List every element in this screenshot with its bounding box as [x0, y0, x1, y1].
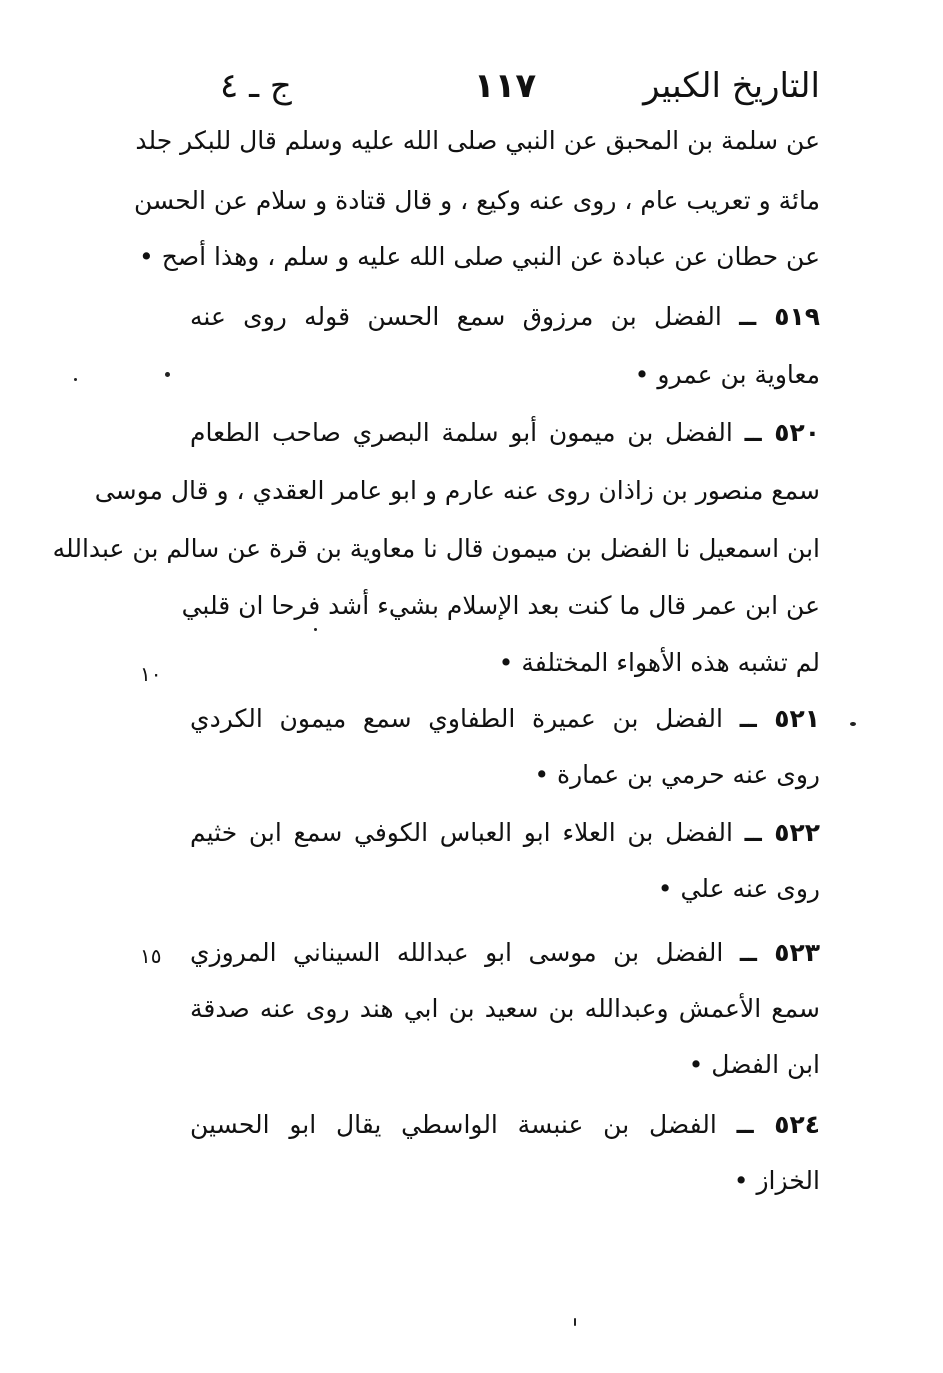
book-title: التاريخ الكبير [643, 66, 820, 106]
text-line: سمع الأعمش وعبدالله بن سعيد بن ابي هند روى عنه صدقة [190, 994, 820, 1023]
scan-speck [850, 722, 856, 726]
volume-label: ج ـ ٤ [220, 66, 292, 106]
entry-519 [190, 292, 820, 342]
entry-text: الفضل بن موسى ابو عبدالله السيناني المروزي [190, 938, 724, 967]
entry-522 [190, 808, 820, 858]
margin-line-number: ١٥ [140, 944, 162, 968]
entry-text: الفضل بن مرزوق سمع الحسن قوله روى عنه [190, 302, 722, 331]
entry-524 [190, 1100, 820, 1150]
text-line: روى عنه حرمي بن عمارة • [534, 760, 820, 789]
page-header [190, 58, 820, 114]
scan-speck [574, 1318, 576, 1326]
entry-521 [190, 694, 820, 744]
margin-line-number: ١٠ [140, 662, 162, 686]
text-line: ابن الفضل • [688, 1050, 820, 1079]
entry-text: الفضل بن عميرة الطفاوي سمع ميمون الكردي [190, 704, 723, 733]
text-line: معاوية بن عمرو • [634, 360, 820, 389]
scan-speck [74, 378, 77, 381]
text-line: روى عنه علي • [657, 874, 820, 903]
scan-speck [165, 372, 170, 377]
text-line: عن ابن عمر قال ما كنت بعد الإسلام بشيء أشد فرحا ان قلبي [181, 591, 820, 620]
entry-text: الفضل بن عنبسة الواسطي يقال ابو الحسين [190, 1110, 717, 1139]
text-line: ابن اسمعيل نا الفضل بن ميمون قال نا معاوية بن قرة عن سالم بن عبدالله [52, 534, 820, 563]
entry-number: ٥٢٠ ــ [744, 418, 821, 447]
entry-number: ٥٢٣ ــ [739, 938, 820, 967]
text-line: سمع منصور بن زاذان روى عنه عارم و ابو عامر العقدي ، و قال موسى [94, 476, 820, 505]
text-line: الخزاز • [733, 1166, 820, 1195]
entry-number: ٥٢٢ ــ [744, 818, 821, 847]
text-line: عن حطان عن عبادة عن النبي صلى الله عليه و سلم ، وهذا أصح • [139, 242, 820, 271]
entry-523 [190, 928, 820, 978]
entry-520 [190, 408, 820, 458]
entry-number: ٥٢٤ ــ [736, 1110, 820, 1139]
page-number: ١١٧ [473, 66, 537, 106]
scan-speck [314, 628, 317, 631]
entry-text: الفضل بن ميمون أبو سلمة البصري صاحب الطعام [190, 418, 733, 447]
entry-number: ٥٢١ ــ [739, 704, 821, 733]
text-line: مائة و تعريب عام ، روى عنه وكيع ، و قال قتادة و سلام عن الحسن [133, 186, 820, 215]
text-line: عن سلمة بن المحبق عن النبي صلى الله عليه وسلم قال للبكر جلد [135, 126, 820, 155]
entry-text: الفضل بن العلاء ابو العباس الكوفي سمع ابن خثيم [190, 818, 733, 847]
text-line: لم تشبه هذه الأهواء المختلفة • [498, 648, 820, 677]
entry-number: ٥١٩ ــ [739, 302, 820, 331]
